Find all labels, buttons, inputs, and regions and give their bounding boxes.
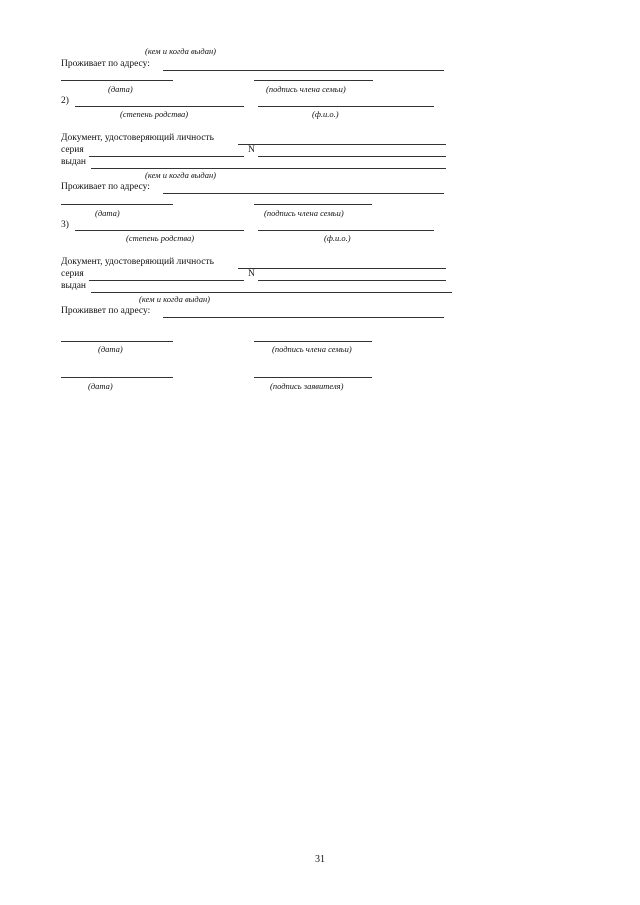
member-signature-line[interactable]	[254, 204, 372, 205]
series-label: серия	[61, 269, 84, 279]
member-signature-caption: (подпись члена семьи)	[266, 84, 346, 94]
fio-caption: (ф.и.о.)	[312, 109, 339, 119]
member-signature-line[interactable]	[254, 80, 373, 81]
member-signature-caption: (подпись члена семьи)	[264, 208, 344, 218]
issued-by-caption: (кем и когда выдан)	[145, 46, 217, 56]
id-document-label: Документ, удостоверяющий личность	[61, 133, 214, 143]
issued-line[interactable]	[91, 292, 452, 293]
number-line[interactable]	[258, 280, 446, 281]
applicant-date-caption: (дата)	[88, 381, 113, 391]
relation-caption: (степень родства)	[120, 109, 189, 119]
address-label: Проживает по адресу:	[61, 182, 150, 192]
applicant-signature-line[interactable]	[254, 377, 372, 378]
address-line[interactable]	[163, 193, 444, 194]
issued-by-caption: (кем и когда выдан)	[145, 170, 217, 180]
id-document-line[interactable]	[238, 144, 446, 145]
relation-caption: (степень родства)	[126, 233, 195, 243]
series-line[interactable]	[89, 156, 244, 157]
page-number: 31	[315, 854, 325, 865]
item-number-3: 3)	[61, 220, 69, 230]
date-line[interactable]	[61, 80, 173, 81]
id-document-line[interactable]	[238, 268, 446, 269]
id-document-label: Документ, удостоверяющий личность	[61, 257, 214, 267]
series-line[interactable]	[89, 280, 244, 281]
address-line[interactable]	[163, 317, 444, 318]
fio-caption: (ф.и.о.)	[324, 233, 351, 243]
series-label: серия	[61, 145, 84, 155]
issued-line[interactable]	[91, 168, 446, 169]
relation-line[interactable]	[75, 106, 244, 107]
fio-line[interactable]	[258, 230, 434, 231]
number-label: N	[248, 269, 255, 279]
item-number-2: 2)	[61, 96, 69, 106]
date-caption: (дата)	[98, 344, 123, 354]
relation-line[interactable]	[75, 230, 244, 231]
number-label: N	[248, 145, 255, 155]
fio-line[interactable]	[258, 106, 434, 107]
date-line[interactable]	[61, 341, 173, 342]
address-line[interactable]	[163, 70, 444, 71]
issued-by-caption: (кем и когда выдан)	[139, 294, 211, 304]
issued-label: выдан	[61, 157, 87, 167]
date-line[interactable]	[61, 204, 173, 205]
number-line[interactable]	[258, 156, 446, 157]
address-label: Проживвет по адресу:	[61, 306, 151, 316]
applicant-signature-caption: (подпись заявителя)	[270, 381, 344, 391]
member-signature-caption: (подпись члена семьи)	[272, 344, 352, 354]
member-signature-line[interactable]	[254, 341, 372, 342]
address-label: Проживает по адресу:	[61, 59, 150, 69]
issued-label: выдан	[61, 281, 87, 291]
date-caption: (дата)	[95, 208, 120, 218]
applicant-date-line[interactable]	[61, 377, 173, 378]
date-caption: (дата)	[108, 84, 133, 94]
